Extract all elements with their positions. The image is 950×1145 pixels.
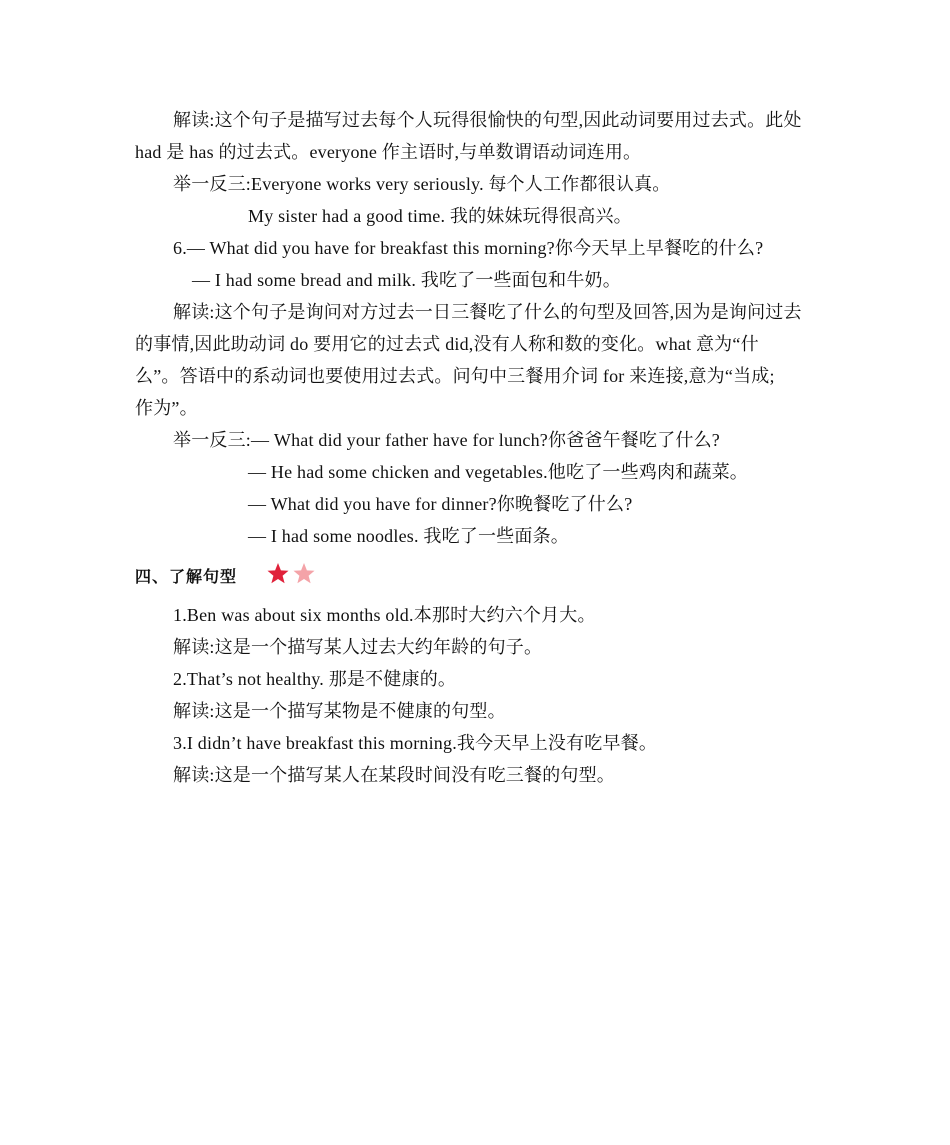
- star-icon: [268, 563, 289, 583]
- example-line: — He had some chicken and vegetables.他吃了一些鸡肉和蔬菜。: [248, 462, 748, 482]
- star-icon: [294, 563, 315, 583]
- sentence-item: 3.I didn’t have breakfast this morning.我今天早上没有吃早餐。: [173, 733, 658, 753]
- section-heading: 四、了解句型: [135, 567, 238, 586]
- example-line: 举一反三:— What did your father have for lunch?你爸爸午餐吃了什么?: [173, 430, 720, 450]
- example-line: — I had some noodles. 我吃了一些面条。: [248, 526, 569, 546]
- explanation-line: 解读:这是一个描写某物是不健康的句型。: [173, 701, 506, 721]
- explanation-line: had 是 has 的过去式。everyone 作主语时,与单数谓语动词连用。: [135, 142, 642, 162]
- example-line: 举一反三:Everyone works very seriously. 每个人工作都很认真。: [173, 174, 671, 194]
- example-line: My sister had a good time. 我的妹妹玩得很高兴。: [248, 206, 632, 226]
- dialogue-answer: — I had some bread and milk. 我吃了一些面包和牛奶。: [192, 270, 621, 290]
- explanation-line: 解读:这是一个描写某人在某段时间没有吃三餐的句型。: [173, 765, 615, 785]
- explanation-line: 么”。答语中的系动词也要使用过去式。问句中三餐用介词 for 来连接,意为“当成;: [135, 366, 775, 386]
- sentence-item: 2.That’s not healthy. 那是不健康的。: [173, 669, 457, 689]
- explanation-line: 的事情,因此助动词 do 要用它的过去式 did,没有人称和数的变化。what 意为“什: [135, 334, 759, 354]
- explanation-line: 解读:这个句子是描写过去每个人玩得很愉快的句型,因此动词要用过去式。此处: [173, 110, 802, 130]
- sentence-item: 1.Ben was about six months old.本那时大约六个月大。: [173, 605, 596, 625]
- explanation-line: 作为”。: [135, 398, 198, 418]
- explanation-line: 解读:这是一个描写某人过去大约年龄的句子。: [173, 637, 543, 657]
- difficulty-stars: [265, 561, 317, 587]
- explanation-line: 解读:这个句子是询问对方过去一日三餐吃了什么的句型及回答,因为是询问过去: [173, 302, 802, 322]
- dialogue-question: 6.— What did you have for breakfast this morning?你今天早上早餐吃的什么?: [173, 238, 764, 258]
- example-line: — What did you have for dinner?你晚餐吃了什么?: [248, 494, 633, 514]
